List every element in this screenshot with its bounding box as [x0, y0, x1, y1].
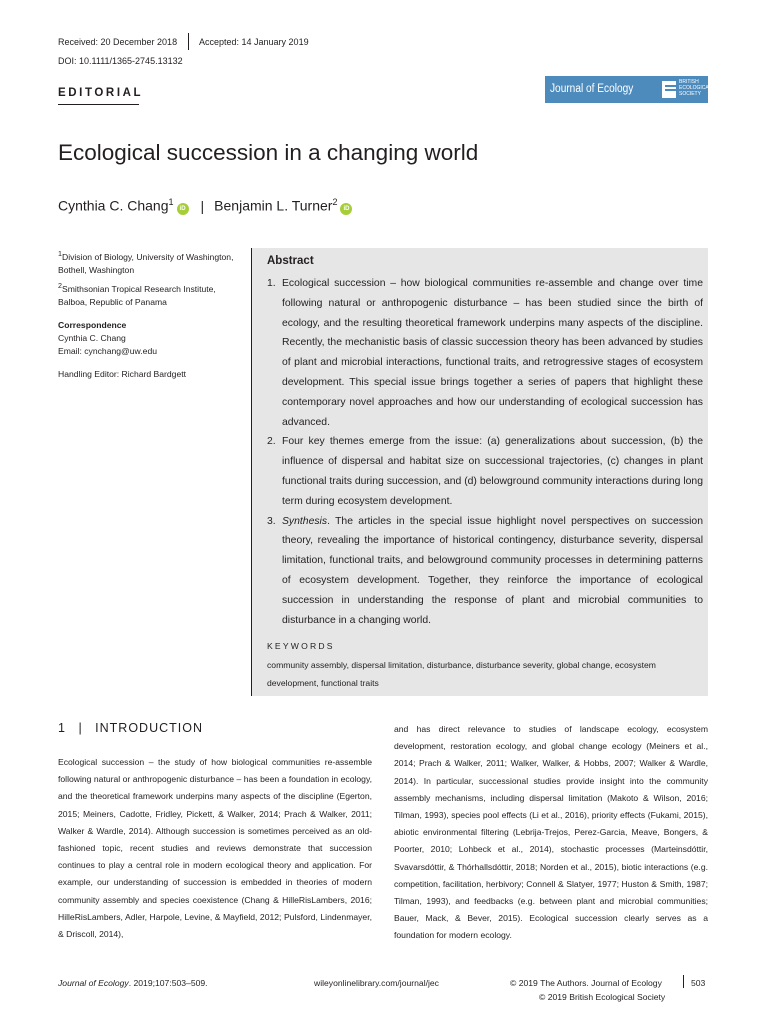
copyright-authors: © 2019 The Authors. Journal of Ecology	[510, 978, 662, 988]
citation-journal: Journal of Ecology	[58, 978, 129, 988]
abstract-item-text: Four key themes emerge from the issue: (a) generalizations about succession, (b) the influence of dispersal and habitat size on successional trajectories, (c) changes in plant functional traits during succession, and (d) belowground community interactions during long term during ecosystem development.	[282, 436, 703, 507]
received-date: Received: 20 December 2018	[58, 37, 178, 47]
affiliation-text: Division of Biology, University of Washington, Bothell, Washington	[58, 251, 234, 275]
abstract-list	[267, 274, 703, 630]
header-divider	[188, 33, 189, 50]
affiliation-sup: 2	[58, 281, 62, 290]
author-affiliation-sup: 2	[332, 197, 338, 207]
society-line: SOCIETY	[679, 91, 701, 97]
copyright-society: © 2019 British Ecological Society	[539, 992, 666, 1002]
body-column-right: and has direct relevance to studies of landscape ecology, ecosystem development, restoration ecology, and global change ecology (Meiners et al., 2014; Prach & Walker, 2011; Walker, Walker, & Hobbs, 2007; Walker & Wardle, 2014). In particular, successional studies provide insight into the community assembly mechanisms, including dispersal limitation (Makoto & Wilson, 2016; Tilman, 1993), species pool effects (Li et al., 2016), priority effects (Fukami, 2015), abiotic environmental filtering (Lebrija-Trejos, Perez-Garcia, Meave, Bongers, & Poorter, 2010; Lohbeck et al., 2014), stochastic processes (Marteinsdóttir, Svavarsdóttir, & Thórhallsdóttir, 2018; Norden et al., 2015), biotic interactions (e.g. competition, facilitation, herbivory; Connell & Slatyer, 1977; Huston & Smith, 1987; Tilman, 1993), and feedbacks (e.g. between plant and microbial communities; Bauer, Mack, & Bever, 2015). Ecological succession clearly serves as a foundation for modern ecology.	[394, 724, 708, 941]
section-separator: |	[78, 721, 83, 735]
journal-logo-title: Journal of Ecology	[550, 83, 634, 95]
body-column-left: Ecological succession – the study of how biological communities re-assemble following natural or anthropogenic disturbance – has been a foundation in ecology, and the theoretical framework underpins many aspects of the discipline (Egerton, 2015; Meiners, Cadotte, Fridley, Pickett, & Walker, 2014; Prach & Walker, 2011; Walker & Wardle, 2014). Although succession is sometimes perceived as an old-fashioned topic, recent studies and reviews demonstrate that succession continues to play a central role in modern ecological theory and application. For example, our understanding of succession is embedded in theories of modern community assembly and species coexistence (Chang & HilleRisLambers, 2016; HilleRisLambers, Adler, Harpole, Levine, & Mayfield, 2012; Pulsford, Lindenmayer, & Driscoll, 2014),	[58, 757, 372, 940]
footer-divider	[683, 975, 684, 988]
synthesis-lead: Synthesis	[282, 515, 328, 527]
keywords-heading: KEYWORDS	[267, 641, 335, 651]
author-name[interactable]: Cynthia C. Chang	[58, 197, 169, 214]
orcid-icon[interactable]: iD	[340, 203, 352, 215]
section-number: 1	[58, 721, 66, 735]
page-number: 503	[691, 978, 706, 988]
journal-logo[interactable]	[545, 76, 712, 103]
article-type-underline	[58, 104, 139, 105]
handling-editor: Handling Editor: Richard Bardgett	[58, 368, 187, 379]
article-title: Ecological succession in a changing world	[58, 140, 479, 165]
abstract-item-text	[282, 512, 703, 631]
correspondence-label: Correspondence	[58, 319, 127, 330]
society-e-icon	[662, 81, 676, 98]
citation-footer	[58, 978, 208, 988]
abstract-item-number: 3.	[267, 515, 276, 527]
society-name	[679, 79, 712, 97]
abstract-item	[267, 274, 703, 432]
article-info-sidebar	[58, 248, 243, 384]
abstract-heading: Abstract	[267, 255, 314, 267]
orcid-icon[interactable]: iD	[177, 203, 189, 215]
section-heading	[58, 721, 203, 735]
author-list	[58, 197, 352, 215]
correspondence-email[interactable]: Email: cynchang@uw.edu	[58, 345, 158, 356]
keywords-list: community assembly, dispersal limitation, disturbance, disturbance severity, global change, ecosystem development, functional traits	[267, 660, 656, 688]
author-name[interactable]: Benjamin L. Turner	[214, 197, 333, 214]
article-type: EDITORIAL	[58, 87, 144, 99]
affiliation	[58, 248, 243, 277]
author-separator: |	[200, 197, 205, 214]
affiliation-text: Smithsonian Tropical Research Institute, Balboa, Republic of Panama	[58, 283, 216, 307]
society-line: ECOLOGICAL	[679, 85, 712, 91]
author-affiliation-sup: 1	[168, 197, 174, 207]
abstract-item	[267, 512, 703, 631]
abstract-box	[252, 248, 708, 696]
correspondence-name: Cynthia C. Chang	[58, 332, 126, 343]
abstract-item-text: Ecological succession – how biological communities re-assemble and change over time following natural or anthropogenic disturbance – has been studied since the birth of ecology, and the resulting theoretical framework underpins many aspects of the discipline. Recently, the mechanistic basis of classic succession theory has been advanced by studies of plant and microbial interactions, functional traits, and retrogressive stages of ecosystem development. This special issue brings together a series of papers that highlight these contemporary novel approaches and how our understanding of ecological succession has advanced.	[282, 278, 703, 428]
section-title: INTRODUCTION	[95, 721, 203, 735]
journal-url[interactable]: wileyonlinelibrary.com/journal/jec	[314, 978, 439, 988]
affiliation-sup: 1	[58, 250, 62, 258]
synthesis-text: . The articles in the special issue highlight novel perspectives on succession theory, revealing the importance of historical contingency, disturbance severity, dispersal limitation, functional traits, and belowground community processes in determining patterns of ecosystem development. Together, they reinforce the importance of ecological succession in understanding the response of plant and microbial communities to disturbance in a changing world.	[282, 515, 703, 626]
accepted-date: Accepted: 14 January 2019	[199, 37, 309, 47]
society-line: BRITISH	[679, 79, 699, 85]
abstract-item-number: 1.	[267, 278, 276, 289]
affiliation	[58, 280, 243, 309]
doi[interactable]: DOI: 10.1111/1365-2745.13132	[58, 56, 183, 66]
citation-details: . 2019;107:503–509.	[128, 978, 208, 988]
abstract-item-number: 2.	[267, 436, 276, 448]
abstract-item	[267, 432, 703, 511]
